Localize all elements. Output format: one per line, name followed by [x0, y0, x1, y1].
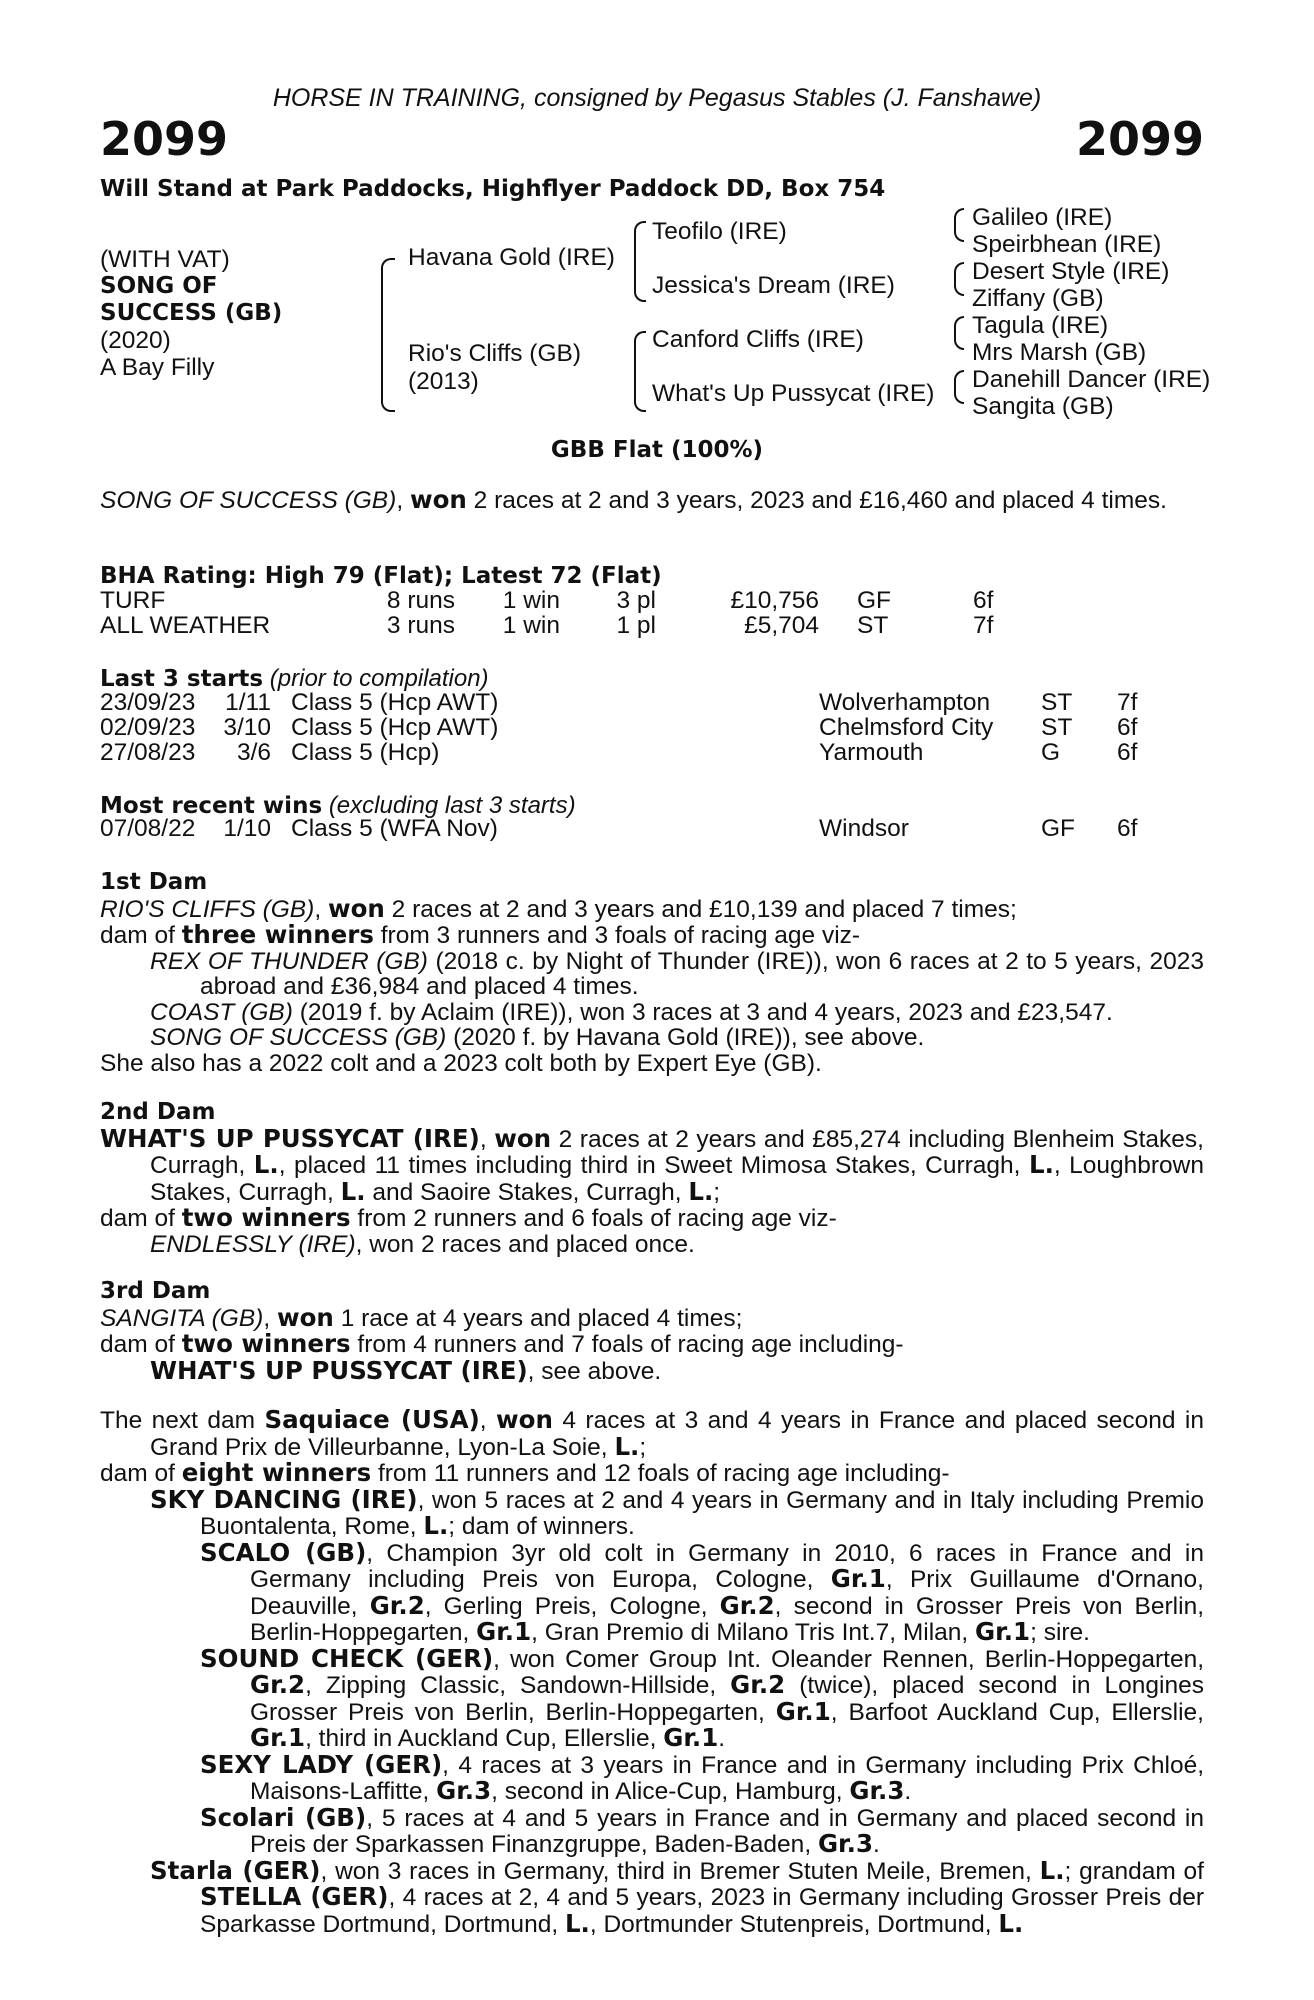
sire-dam: Jessica's Dream (IRE) — [652, 272, 895, 299]
race-course: Yarmouth — [819, 739, 924, 766]
text: from 2 runners and 6 foals of racing age viz- — [350, 1205, 837, 1232]
race-date: 23/09/23 — [100, 689, 196, 716]
text: , 4 races at 3 years in France and in Germany including Prix Chloé, Maisons-Laffitte, — [250, 1751, 1204, 1805]
text: from 11 runners and 12 foals of racing age including- — [371, 1460, 950, 1487]
group-badge: Gr.3 — [849, 1776, 905, 1805]
rating-surface: ALL WEATHER — [100, 612, 271, 639]
race-distance: 6f — [1117, 714, 1138, 741]
dam-dam: What's Up Pussycat (IRE) — [652, 380, 935, 407]
sire-sire: Teofilo (IRE) — [652, 218, 787, 245]
stand-location: Will Stand at Park Paddocks, Highflyer Paddock DD, Box 754 — [100, 176, 886, 202]
text: dam of — [100, 1331, 182, 1358]
dsd: Mrs Marsh (GB) — [972, 339, 1147, 366]
race-going: GF — [1041, 815, 1076, 842]
progeny-record: (2020 f. by Havana Gold (IRE)), see above. — [446, 1024, 925, 1051]
rating-distance: 7f — [973, 612, 994, 639]
text: ; — [639, 1433, 647, 1461]
progeny-name: REX OF THUNDER (GB) — [150, 947, 428, 975]
group-badge: Gr.1 — [476, 1617, 532, 1646]
race-position: 1/10 — [223, 815, 271, 842]
first-dam-record: 2 races at 2 and 3 years and £10,139 and placed 7 times; — [384, 895, 1017, 923]
progeny-name: STELLA (GER) — [200, 1882, 389, 1911]
next-dam-name: Saquiace (USA) — [264, 1405, 480, 1434]
second-dam-section: 2nd Dam WHAT'S UP PUSSYCAT (IRE), won 2 races at 2 years and £85,274 including Blenheim Stakes, Curragh, L., placed 11 times including third in Sweet Mimosa Stakes, Curragh, L., Loughbrown Stakes, Curragh, L. and Saoire Stakes, Curragh, L.; dam of two winners from 2 runners and 6 foals of racing age viz- ENDLESSLY (IRE), won 2 races and placed once. — [100, 1099, 1204, 1258]
dam-year: (2013) — [408, 368, 479, 395]
gbb-badge: GBB Flat (100%) — [550, 437, 764, 463]
horse-year: (2020) — [100, 327, 171, 354]
text: ; grandam of — [1064, 1857, 1204, 1885]
text: , Champion 3yr old colt in Germany in 2010, 6 races in France and in Germany including Preis von Europa, Cologne, — [250, 1539, 1204, 1593]
progeny-name: WHAT'S UP PUSSYCAT (IRE) — [150, 1355, 528, 1385]
second-dam-heading: 2nd Dam — [100, 1099, 216, 1125]
progeny-name: SCALO (GB) — [200, 1537, 367, 1567]
race-date: 02/09/23 — [100, 714, 196, 741]
won-label: won — [276, 1302, 334, 1332]
won-label: won — [494, 1123, 552, 1153]
won-label: won — [327, 893, 385, 923]
rating-runs: 8 runs — [386, 587, 455, 614]
race-date: 27/08/23 — [100, 739, 196, 766]
race-class: Class 5 (WFA Nov) — [291, 815, 498, 842]
sss: Galileo (IRE) — [972, 204, 1113, 231]
race-class: Class 5 (Hcp) — [291, 739, 440, 766]
listed-badge: L. — [998, 1908, 1024, 1938]
lot-number-right: 2099 — [1075, 112, 1204, 166]
text: dam of — [100, 1460, 182, 1487]
race-going: ST — [1041, 714, 1073, 741]
third-dam-record: 1 race at 4 years and placed 4 times; — [333, 1304, 743, 1332]
dam-name: Rio's Cliffs (GB) — [408, 340, 582, 367]
progeny-name: ENDLESSLY (IRE) — [150, 1230, 356, 1258]
dam-sire: Canford Cliffs (IRE) — [652, 326, 864, 353]
group-badge: Gr.3 — [817, 1829, 873, 1858]
group-badge: Gr.3 — [436, 1776, 492, 1805]
race-distance: 7f — [1117, 689, 1138, 716]
text: , second in Grosser Preis von Berlin, Berlin-Hoppegarten, — [250, 1592, 1204, 1646]
first-dam-section: 1st Dam RIO'S CLIFFS (GB), won 2 races at 2 and 3 years and £10,139 and placed 7 times; dam of three winners from 3 runners and 3 foals of racing age viz- REX OF THUNDER (GB) (2018 c. by Night of Thunder (IRE)), won 6 races at 2 to 5 years, 2023 abroad and £36,984 and placed 4 times. COAST (GB) (2019 f. by Aclaim (IRE)), won 3 races at 3 and 4 years, 2023 and £23,547. SONG OF SUCCESS (GB) (2020 f. by Havana Gold (IRE)), see above. She also has a 2022 colt and a 2023 colt both by Expert Eye (GB). — [100, 869, 1204, 1077]
text: , Zipping Classic, Sandown-Hillside, — [305, 1672, 731, 1699]
text: , Gran Premio di Milano Tris Int.7, Milan, — [531, 1619, 976, 1646]
race-going: G — [1041, 739, 1061, 766]
listed-badge: L. — [253, 1150, 279, 1179]
winners-count: two winners — [181, 1329, 351, 1358]
rating-prize: £5,704 — [744, 612, 819, 639]
text: dam of — [100, 1205, 182, 1232]
text: from 4 runners and 7 foals of racing age including- — [350, 1331, 904, 1358]
pedigree-brace-ss — [954, 208, 964, 242]
rating-runs: 3 runs — [386, 612, 455, 639]
horse-description: A Bay Filly — [100, 354, 215, 381]
text: , second in Alice-Cup, Hamburg, — [491, 1778, 850, 1805]
progeny-name: SEXY LADY (GER) — [200, 1749, 443, 1779]
recent-note: (excluding last 3 starts) — [328, 792, 576, 819]
third-dam-section: 3rd Dam SANGITA (GB), won 1 race at 4 years and placed 4 times; dam of two winners from 4 runners and 7 foals of racing age including- WHAT'S UP PUSSYCAT (IRE), see above. — [100, 1279, 1204, 1384]
progeny-name: COAST (GB) — [150, 998, 293, 1026]
rating-going: GF — [857, 587, 892, 614]
dds: Danehill Dancer (IRE) — [972, 366, 1211, 393]
text: . — [718, 1725, 726, 1752]
text: dam of — [100, 922, 182, 949]
text: , placed 11 times including third in Sweet Mimosa Stakes, Curragh, — [278, 1152, 1029, 1179]
pedigree-brace-ds — [954, 316, 964, 350]
text: , won 5 races at 2 and 4 years in Germany and in Italy including Premio Buontalenta, Rome, — [200, 1486, 1204, 1540]
pedigree-brace-sd — [954, 262, 964, 296]
won-label: won — [409, 485, 467, 514]
sire-name: Havana Gold (IRE) — [408, 244, 615, 271]
race-course: Windsor — [819, 815, 909, 842]
text: . — [873, 1831, 880, 1858]
race-class: Class 5 (Hcp AWT) — [291, 689, 499, 716]
ddd: Sangita (GB) — [972, 393, 1114, 420]
dss: Tagula (IRE) — [972, 312, 1109, 339]
text: from 3 runners and 3 foals of racing age viz- — [373, 922, 861, 949]
text: 2 races at 2 years and £85,274 including Blenheim Stakes, Curragh, — [150, 1125, 1204, 1179]
pedigree-brace-dd — [954, 370, 964, 404]
rating-distance: 6f — [973, 587, 994, 614]
first-dam-foals: She also has a 2022 colt and a 2023 colt both by Expert Eye (GB). — [100, 1049, 822, 1077]
text: and Saoire Stakes, Curragh, — [365, 1178, 689, 1206]
listed-badge: L. — [1039, 1855, 1065, 1885]
listed-badge: L. — [564, 1908, 590, 1938]
summary-text: 2 races at 2 and 3 years, 2023 and £16,460 and placed 4 times. — [466, 487, 1167, 514]
summary-horse: SONG OF SUCCESS (GB) — [100, 487, 397, 514]
group-badge: Gr.2 — [730, 1670, 786, 1699]
text: , Gerling Preis, Cologne, — [424, 1592, 720, 1620]
horse-name-line2: SUCCESS (GB) — [100, 300, 283, 326]
group-badge: Gr.1 — [975, 1617, 1031, 1646]
text: 4 races at 3 and 4 years in France and placed second in Grand Prix de Villeurbanne, Lyon-La Soie, — [150, 1407, 1205, 1461]
group-badge: Gr.2 — [719, 1590, 775, 1620]
text: ; dam of winners. — [448, 1513, 635, 1540]
race-distance: 6f — [1117, 739, 1138, 766]
text: . — [904, 1778, 912, 1805]
listed-badge: L. — [340, 1176, 366, 1206]
race-position: 3/10 — [223, 714, 271, 741]
race-class: Class 5 (Hcp AWT) — [291, 714, 499, 741]
text: The next dam — [100, 1407, 265, 1434]
first-dam-name: RIO'S CLIFFS (GB) — [100, 895, 315, 923]
race-course: Chelmsford City — [819, 714, 994, 741]
listed-badge: L. — [1028, 1150, 1054, 1179]
sds: Desert Style (IRE) — [972, 258, 1170, 285]
lot-number-left: 2099 — [100, 112, 229, 166]
progeny-name: Scolari (GB) — [200, 1802, 367, 1832]
text: , Dortmunder Stutenpreis, Dortmund, — [589, 1910, 999, 1938]
second-dam-name: WHAT'S UP PUSSYCAT (IRE) — [100, 1123, 480, 1153]
text: , won 3 races in Germany, third in Bremer Stuten Meile, Bremen, — [320, 1857, 1040, 1885]
race-going: ST — [1041, 689, 1073, 716]
sdd: Ziffany (GB) — [972, 285, 1104, 312]
race-summary: SONG OF SUCCESS (GB), won 2 races at 2 and 3 years, 2023 and £16,460 and placed 4 times. — [100, 485, 1167, 514]
group-badge: Gr.1 — [250, 1723, 306, 1752]
race-course: Wolverhampton — [819, 689, 991, 716]
progeny-record: (2019 f. by Aclaim (IRE)), won 3 races at 3 and 4 years, 2023 and £23,547. — [292, 998, 1113, 1026]
progeny-record: , won 2 races and placed once. — [355, 1230, 695, 1258]
group-badge: Gr.1 — [775, 1696, 831, 1726]
text: , Barfoot Auckland Cup, Ellerslie, — [830, 1698, 1204, 1726]
rating-wins: 1 win — [502, 612, 560, 639]
rating-wins: 1 win — [502, 587, 560, 614]
progeny-name: SONG OF SUCCESS (GB) — [150, 1024, 447, 1051]
last3-note: (prior to compilation) — [269, 665, 489, 692]
progeny-record: (2018 c. by Night of Thunder (IRE)), won 6 races at 2 to 5 years, 2023 abroad and £36,984 and placed 4 times. — [200, 947, 1204, 1000]
third-dam-heading: 3rd Dam — [100, 1278, 211, 1304]
rating-placed: 3 pl — [616, 587, 656, 614]
horse-info — [100, 246, 282, 381]
consignor-line: HORSE IN TRAINING, consigned by Pegasus Stables (J. Fanshawe) — [272, 84, 1042, 112]
won-label: won — [496, 1405, 553, 1434]
race-position: 3/6 — [236, 739, 271, 766]
horse-name-line1: SONG OF — [100, 273, 218, 299]
text: ; — [713, 1178, 721, 1206]
group-badge: Gr.2 — [250, 1670, 306, 1699]
listed-badge: L. — [614, 1431, 640, 1461]
listed-badge: L. — [423, 1511, 449, 1540]
pedigree-brace-dam — [634, 331, 646, 412]
rating-prize: £10,756 — [730, 587, 819, 614]
group-badge: Gr.1 — [830, 1564, 886, 1593]
rating-surface: TURF — [100, 587, 166, 614]
rating-placed: 1 pl — [616, 612, 656, 639]
winners-count: eight winners — [181, 1458, 372, 1487]
next-dam-section: The next dam Saquiace (USA), won 4 races at 3 and 4 years in France and placed second in Grand Prix de Villeurbanne, Lyon-La Soie, L.; dam of eight winners from 11 runners and 12 foals of racing age including- SKY DANCING (IRE), won 5 races at 2 and 4 years in Germany and in Italy including Premio Buontalenta, Rome, L.; dam of winners. SCALO (GB), Champion 3yr old colt in Germany in 2010, 6 races in France and in Germany including Preis von Europa, Cologne, Gr.1, Prix Guillaume d'Ornano, Deauville, Gr.2, Gerling Preis, Cologne, Gr.2, second in Grosser Preis von Berlin, Berlin-Hoppegarten, Gr.1, Gran Premio di Milano Tris Int.7, Milan, Gr.1; sire. SOUND CHECK (GER), won Comer Group Int. Oleander Rennen, Berlin-Hoppegarten, Gr.2, Zipping Classic, Sandown-Hillside, Gr.2 (twice), placed second in Longines Grosser Preis von Berlin, Berlin-Hoppegarten, Gr.1, Barfoot Auckland Cup, Ellerslie, Gr.1, third in Auckland Cup, Ellerslie, Gr.1. SEXY LADY (GER), 4 races at 3 years in France and in Germany including Prix Chloé, Maisons-Laffitte, Gr.3, second in Alice-Cup, Hamburg, Gr.3. Scolari (GB), 5 races at 4 and 5 years in France and in Germany and placed second in Preis der Sparkassen Finanzgruppe, Baden-Baden, Gr.3. Starla (GER), won 3 races in Germany, third in Bremer Stuten Meile, Bremen, L.; grandam of STELLA (GER), 4 races at 2, 4 and 5 years, 2023 in Germany including Grosser Preis der Sparkasse Dortmund, Dortmund, L., Dortmunder Stutenpreis, Dortmund, L. — [100, 1405, 1205, 1938]
progeny-name: SOUND CHECK (GER) — [200, 1643, 494, 1673]
text: (twice), placed second in Longines Grosser Preis von Berlin, Berlin-Hoppegarten, — [250, 1672, 1204, 1726]
third-dam-name: SANGITA (GB) — [100, 1304, 264, 1332]
pedigree-brace-sire — [634, 221, 646, 302]
race-position: 1/11 — [225, 689, 271, 716]
pedigree-brace-main — [381, 258, 395, 412]
winners-count: two winners — [181, 1203, 351, 1232]
text: , 4 races at 2, 4 and 5 years, 2023 in Germany including Grosser Preis der Sparkasse Dortmund, Dortmund, — [200, 1884, 1204, 1938]
text: ; sire. — [1030, 1619, 1090, 1646]
bha-rating: BHA Rating: High 79 (Flat); Latest 72 (Flat) — [100, 563, 662, 589]
recent-heading: Most recent wins — [100, 793, 323, 819]
first-dam-heading: 1st Dam — [100, 869, 208, 895]
listed-badge: L. — [688, 1176, 714, 1206]
race-distance: 6f — [1117, 815, 1138, 842]
text: , 5 races at 4 and 5 years in France and in Germany and placed second in Preis der Sparkassen Finanzgruppe, Baden-Baden, — [250, 1804, 1205, 1858]
text: , Loughbrown Stakes, Curragh, — [150, 1152, 1204, 1206]
ssd: Speirbhean (IRE) — [972, 231, 1162, 258]
progeny-record: , see above. — [527, 1357, 662, 1385]
rating-going: ST — [857, 612, 889, 639]
progeny-name: SKY DANCING (IRE) — [150, 1484, 418, 1514]
progeny-name: Starla (GER) — [150, 1855, 321, 1885]
race-date: 07/08/22 — [100, 815, 196, 842]
group-badge: Gr.2 — [369, 1590, 425, 1620]
group-badge: Gr.1 — [663, 1723, 719, 1752]
vat-note: (WITH VAT) — [100, 246, 230, 273]
winners-count: three winners — [181, 920, 374, 949]
text: , Prix Guillaume d'Ornano, Deauville, — [250, 1566, 1204, 1620]
text: , won Comer Group Int. Oleander Rennen, Berlin-Hoppegarten, — [493, 1645, 1204, 1673]
text: , third in Auckland Cup, Ellerslie, — [305, 1725, 664, 1752]
last3-heading: Last 3 starts — [100, 666, 264, 692]
